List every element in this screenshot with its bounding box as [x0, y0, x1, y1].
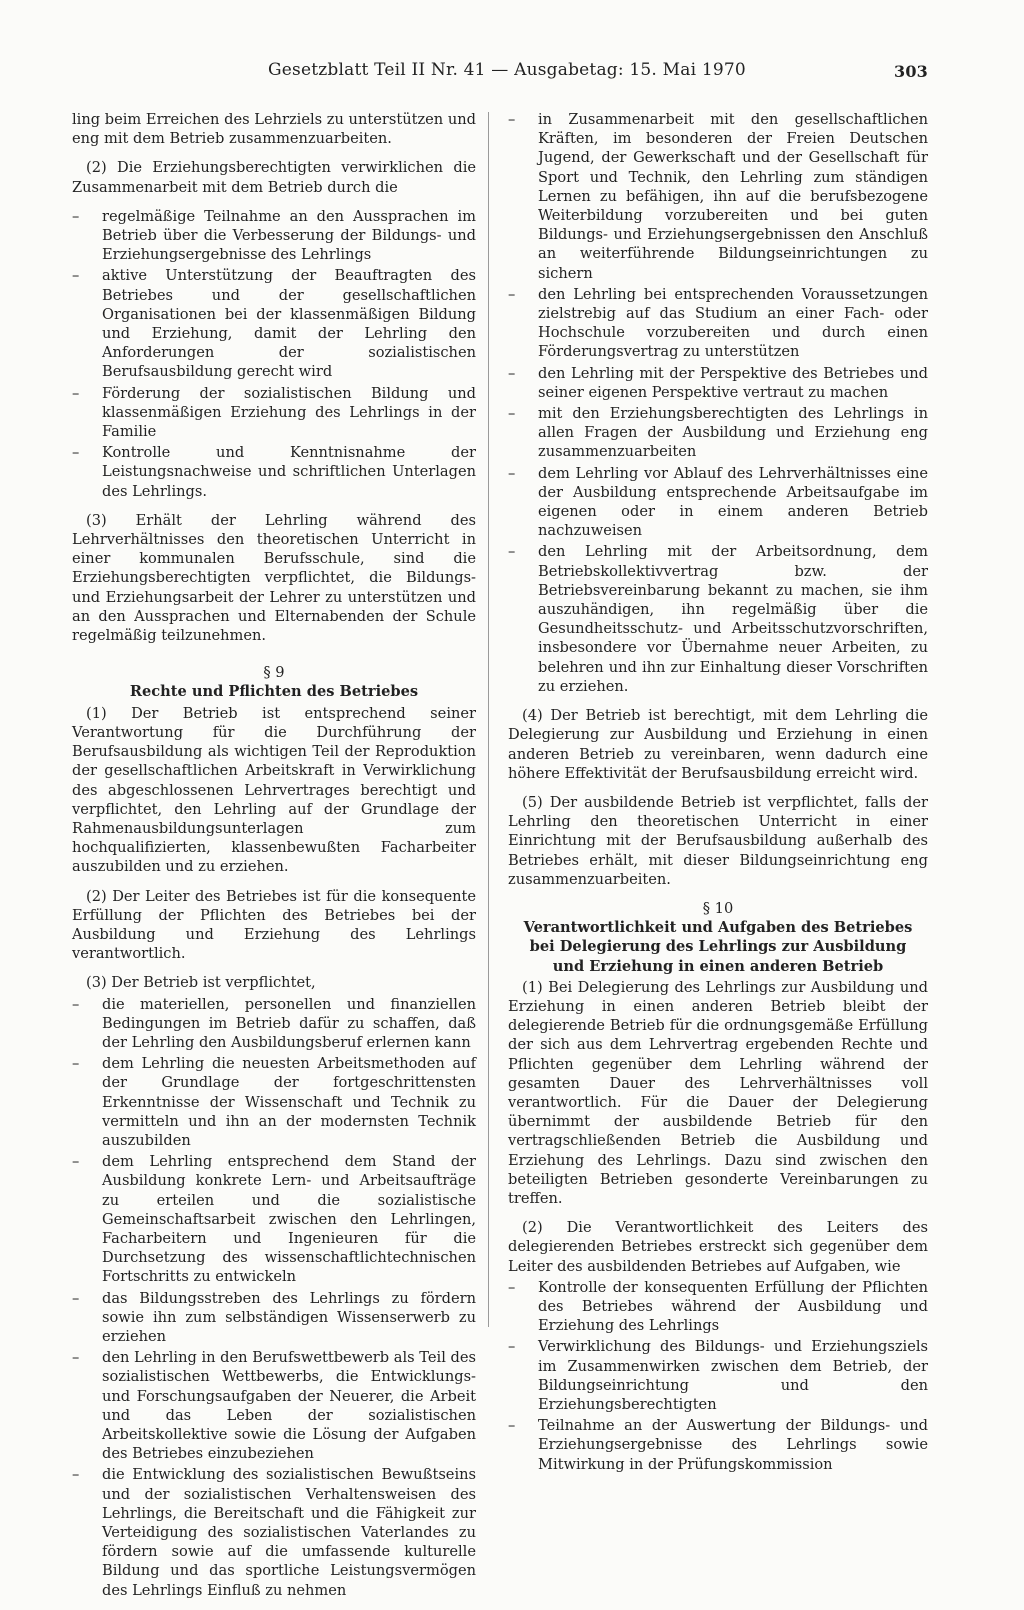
paragraph-8-2: (2) Die Erziehungsberechtigten verwirklichen die Zusammenarbeit mit dem Betrieb durch die [72, 159, 476, 196]
paragraph-9-2: (2) Der Leiter des Betriebes ist für die konsequente Erfüllung der Pflichten des Betriebes bei der Ausbildung und Erziehung des Lehrlings verantwortlich. [72, 887, 476, 963]
section-10-title-line1: Verantwortlichkeit und Aufgaben des Betriebes [523, 919, 913, 937]
paragraph-10-1: (1) Bei Delegierung des Lehrlings zur Ausbildung und Erziehung in einen anderen Betrieb bleibt der delegierende Betrieb für die ordnungsgemäße Erfüllung der sich aus dem Lehrvertrag ergebenden Rechte und Pflichten gegenüber dem Lehrling während der gesamten Dauer des Lehrverhältnisses voll verantwortlich. Für die Dauer der Delegierung übernimmt der ausbildende Betrieb für den vertragschließenden Betrieb die Ausbildung und Erziehung des Lehrlings. Dazu sind zwischen den beteiligten Betrieben gesonderte Vereinbarungen zu treffen. [508, 978, 928, 1207]
list-item: – dem Lehrling vor Ablauf des Lehrverhältnisses eine der Ausbildung entsprechende Arbeitsaufgabe im eigenen oder in einem anderen Betrieb nachzuweisen [508, 464, 928, 541]
section-10-title-line3: und Erziehung in einen anderen Betrieb [552, 957, 884, 975]
section-9-title: Rechte und Pflichten des Betriebes [129, 683, 419, 701]
list-item: – mit den Erziehungsberechtigten des Lehrlings in allen Fragen der Ausbildung und Erziehung eng zusammenzuarbeiten [508, 404, 928, 462]
section-9-number: § 9 [263, 664, 285, 682]
paragraph-8-3: (3) Erhält der Lehrling während des Lehrverhältnisses den theoretischen Unterricht in einer kommunalen Berufsschule, sind die Erziehungsberechtigten verpflichtet, die Bildungs- und Erziehungsarbeit der Lehrer zu unterstützen und an den Aussprachen und Elternabenden der Schule regelmäßig teilzunehmen. [72, 511, 476, 645]
left-column [72, 110, 476, 1610]
list-item: – dem Lehrling die neuesten Arbeitsmethoden auf der Grundlage der fortgeschrittensten Erkenntnisse der Wissenschaft und Technik zu vermitteln und ihn an der modernsten Technik auszubilden [72, 1054, 476, 1150]
list-item: – den Lehrling mit der Perspektive des Betriebes und seiner eigenen Perspektive vertraut zu machen [508, 364, 928, 402]
list-item: – den Lehrling mit der Arbeitsordnung, dem Betriebskollektivvertrag bzw. der Betriebsvereinbarung bekannt zu machen, sie ihm auszuhändigen, ihn regelmäßig über die Gesundheitsschutz- und Arbeitsschutzvorschriften, insbesondere vor Übernahme neuer Arbeiten, zu belehren und ihn zur Einhaltung dieser Vorschriften zu erziehen. [508, 542, 928, 696]
page-header [268, 60, 928, 80]
list-item: – das Bildungsstreben des Lehrlings zu fördern sowie ihn zum selbständigen Wissenserwerb zu erziehen [72, 1289, 476, 1347]
list-item: – Verwirklichung des Bildungs- und Erziehungsziels im Zusammenwirken zwischen dem Betrieb, der Bildungseinrichtung und den Erziehungsberechtigten [508, 1337, 928, 1414]
section-10-title-line2: bei Delegierung des Lehrlings zur Ausbildung [529, 938, 907, 956]
list-item: – Kontrolle und Kenntnisnahme der Leistungsnachweise und schriftlichen Unterlagen des Lehrlings. [72, 443, 476, 501]
paragraph-9-3: (3) Der Betrieb ist verpflichtet, [86, 974, 316, 992]
list-item: – in Zusammenarbeit mit den gesellschaftlichen Kräften, im besonderen der Freien Deutschen Jugend, der Gewerkschaft und der Gesellschaft für Sport und Technik, den Lehrling zum ständigen Lernen zu befähigen, ihn auf die berufsbezogene Weiterbildung vorzubereiten und bei guten Bildungs- und Erziehungsergebnissen den Anschluß an weiterführende Bildungseinrichtungen zu sichern [508, 110, 928, 283]
list-item: – den Lehrling bei entsprechenden Voraussetzungen zielstrebig auf das Studium an einer Fach- oder Hochschule vorzubereiten und durch einen Förderungsvertrag zu unterstützen [508, 285, 928, 362]
right-column [508, 110, 928, 1484]
list-item: – die Entwicklung des sozialistischen Bewußtseins und der sozialistischen Verhaltensweisen des Lehrlings, die Bereitschaft und die Fähigkeit zur Verteidigung des sozialistischen Vaterlandes zu fördern sowie auf die umfassende kulturelle Bildung und das sportliche Leistungsvermögen des Lehrlings Einfluß zu nehmen [72, 1465, 476, 1599]
list-item: – den Lehrling in den Berufswettbewerb als Teil des sozialistischen Wettbewerbs, die Entwicklungs- und Forschungsaufgaben der Neuerer, die Arbeit und das Leben der sozialistischen Arbeitskollektive sowie die Lösung der Aufgaben des Betriebes einzubeziehen [72, 1348, 476, 1463]
column-divider [488, 112, 489, 1327]
list-parent-duties [72, 207, 476, 501]
section-10-number: § 10 [702, 899, 734, 917]
paragraph-9-1: (1) Der Betrieb ist entsprechend seiner Verantwortung für die Durchführung der Berufsausbildung als wichtigen Teil der Reproduktion der gesellschaftlichen Arbeitskraft in Verwirklichung des abgeschlossenen Lehrvertrages berechtigt und verpflichtet, den Lehrling auf der Grundlage der Rahmenausbildungsunterlagen zum hochqualifizierten, klassenbewußten Facharbeiter auszubilden und zu erziehen. [72, 704, 476, 876]
list-item: – aktive Unterstützung der Beauftragten des Betriebes und der gesellschaftlichen Organisationen bei der klassenmäßigen Bildung und Erziehung, damit der Lehrling den Anforderungen der sozialistischen Berufsausbildung gerecht wird [72, 266, 476, 381]
list-company-duties [72, 995, 476, 1600]
paragraph-10-2: (2) Die Verantwortlichkeit des Leiters des delegierenden Betriebes erstreckt sich gegenüber dem Leiter des ausbildenden Betriebes auf Aufgaben, wie [508, 1219, 928, 1275]
list-item: – Förderung der sozialistischen Bildung und klassenmäßigen Erziehung des Lehrlings in der Familie [72, 384, 476, 442]
list-item: – Kontrolle der konsequenten Erfüllung der Pflichten des Betriebes während der Ausbildung und Erziehung des Lehrlings [508, 1278, 928, 1336]
paragraph-9-4: (4) Der Betrieb ist berechtigt, mit dem Lehrling die Delegierung zur Ausbildung und Erziehung in einen anderen Betrieb zu vereinbaren, wenn dadurch eine höhere Effektivität der Berufsausbildung erreicht wird. [508, 707, 928, 782]
list-item: – Teilnahme an der Auswertung der Bildungs- und Erziehungsergebnisse des Lehrlings sowie Mitwirkung in der Prüfungskommission [508, 1416, 928, 1474]
paragraph-9-5: (5) Der ausbildende Betrieb ist verpflichtet, falls der Lehrling den theoretischen Unterricht in einer Einrichtung mit der Berufsausbildung außerhalb des Betriebes erhält, mit dieser Bildungseinrichtung eng zusammenzuarbeiten. [508, 793, 928, 888]
list-item: – regelmäßige Teilnahme an den Aussprachen im Betrieb über die Verbesserung der Bildungs- und Erziehungsergebnisse des Lehrlings [72, 207, 476, 265]
paragraph-continuation: ling beim Erreichen des Lehrziels zu unterstützen und eng mit dem Betrieb zusammenzuarbeiten. [72, 111, 476, 148]
list-item: – die materiellen, personellen und finanziellen Bedingungen im Betrieb dafür zu schaffen, daß der Lehrling den Ausbildungsberuf erlernen kann [72, 995, 476, 1053]
list-company-duties-cont [508, 110, 928, 696]
running-title: Gesetzblatt Teil II Nr. 41 — Ausgabetag: 15. Mai 1970 [268, 60, 746, 80]
list-item: – dem Lehrling entsprechend dem Stand der Ausbildung konkrete Lern- und Arbeitsaufträge zu erteilen und die sozialistische Gemeinschaftsarbeit zwischen den Lehrlingen, Facharbeitern und Ingenieuren für die Durchsetzung des wissenschaftlichtechnischen Fortschritts zu entwickeln [72, 1152, 476, 1286]
list-delegation-duties [508, 1278, 928, 1474]
page-number: 303 [894, 62, 928, 81]
